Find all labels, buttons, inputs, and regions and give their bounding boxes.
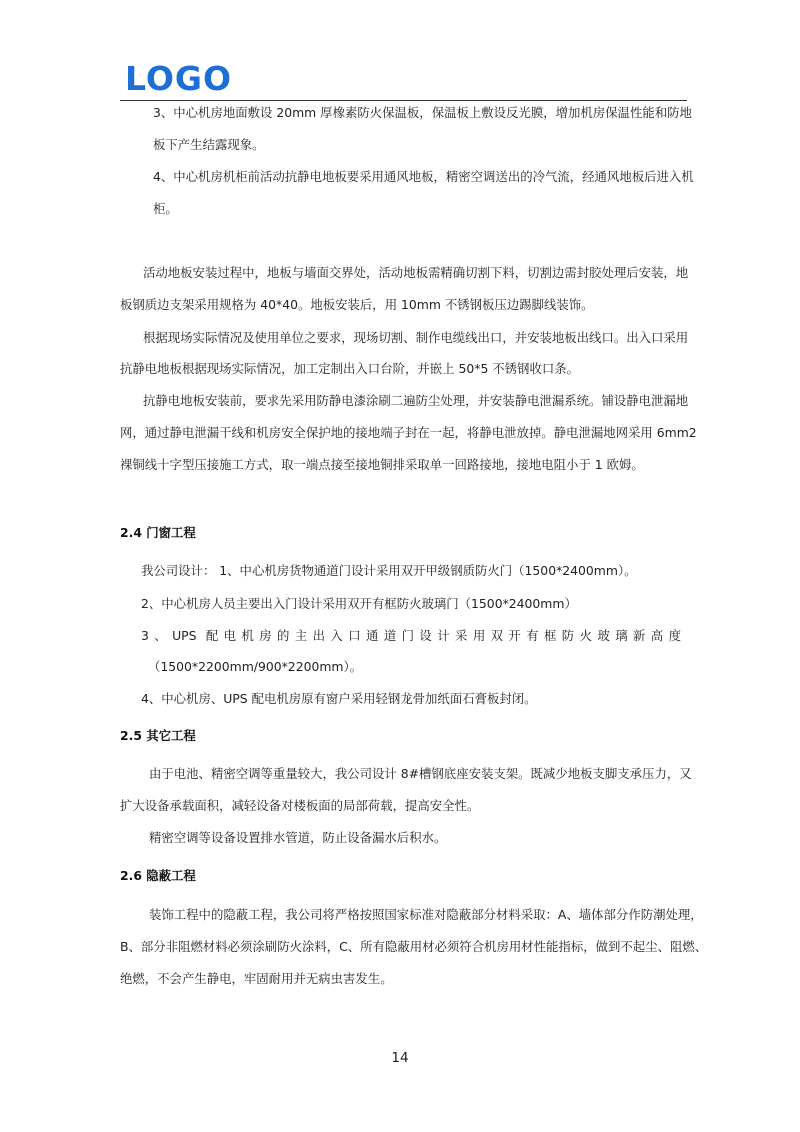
- paragraph-3-line-3: 裸铜线十字型压接施工方式，取一端点接至接地铜排采取单一回路接地，接地电阻小于 1 欧姆。: [120, 457, 644, 472]
- section-2-4-line-2: 2、中心机房人员主要出入门设计采用双开有框防火玻璃门（1500*2400mm）: [141, 596, 577, 611]
- section-2-4-line-3: 3、UPS 配电机房的主出入口通道门设计采用双开有框防火玻璃新高度: [141, 628, 681, 643]
- list-item-4-line-1: 4、中心机房机柜前活动抗静电地板要采用通风地板，精密空调送出的冷气流，经通风地板后进入机: [153, 169, 694, 184]
- list-item-3-line-2: 板下产生结露现象。: [153, 137, 265, 152]
- list-item-4-line-2: 柜。: [153, 201, 178, 216]
- section-2-4-line-5: 4、中心机房、UPS 配电机房原有窗户采用轻钢龙骨加纸面石膏板封闭。: [141, 691, 537, 706]
- section-2-5-line-3: 精密空调等设备设置排水管道，防止设备漏水后积水。: [149, 830, 447, 845]
- header-rule: [120, 100, 687, 101]
- section-2-6-line-1: 装饰工程中的隐蔽工程，我公司将严格按照国家标准对隐蔽部分材料采取：A、墙体部分作防潮处理，: [149, 907, 703, 922]
- section-2-6-line-3: 绝燃，不会产生静电，牢固耐用并无病虫害发生。: [120, 971, 393, 986]
- section-2-4-line-4: （1500*2200mm/900*2200mm）。: [148, 659, 363, 674]
- list-item-3-line-1: 3、中心机房地面敷设 20mm 厚橡素防火保温板，保温板上敷设反光膜，增加机房保温性能和防地: [153, 105, 692, 120]
- paragraph-3-line-1: 抗静电地板安装前，要求先采用防静电漆涂刷二遍防尘处理，并安装静电泄漏系统。铺设静电泄漏地: [143, 393, 689, 408]
- paragraph-3-line-2: 网，通过静电泄漏干线和机房安全保护地的接地端子封在一起，将静电泄放掉。静电泄漏地网采用 6mm2: [120, 425, 697, 440]
- section-2-5-line-1: 由于电池、精密空调等重量较大，我公司设计 8#槽钢底座安装支架。既减少地板支脚支承压力，又: [149, 766, 692, 781]
- section-2-6-line-2: B、部分非阻燃材料必须涂刷防火涂料，C、所有隐蔽用材必须符合机房用材性能指标，做到不起尘、阻燃、: [120, 939, 708, 954]
- paragraph-1-line-1: 活动地板安装过程中，地板与墙面交界处，活动地板需精确切割下料，切割边需封胶处理后安装，地: [143, 265, 689, 280]
- section-2-4-line-1: 我公司设计： 1、中心机房货物通道门设计采用双开甲级钢质防火门（1500*2400mm）。: [141, 563, 637, 578]
- paragraph-2-line-2: 抗静电地板根据现场实际情况，加工定制出入口台阶，并嵌上 50*5 不锈钢收口条。: [120, 361, 580, 376]
- logo: LOGO: [125, 59, 233, 98]
- section-2-5-line-2: 扩大设备承载面积，减轻设备对楼板面的局部荷载，提高安全性。: [120, 798, 480, 813]
- section-2-4-heading: 2.4 门窗工程: [120, 525, 196, 540]
- section-2-6-heading: 2.6 隐蔽工程: [120, 868, 196, 883]
- section-2-5-heading: 2.5 其它工程: [120, 728, 196, 743]
- page-number: 14: [391, 1050, 409, 1066]
- paragraph-2-line-1: 根据现场实际情况及使用单位之要求，现场切割、制作电缆线出口，并安装地板出线口。出入口采用: [143, 330, 689, 345]
- paragraph-1-line-2: 板钢质边支架采用规格为 40*40。地板安装后，用 10mm 不锈钢板压边踢脚线装饰。: [120, 297, 594, 312]
